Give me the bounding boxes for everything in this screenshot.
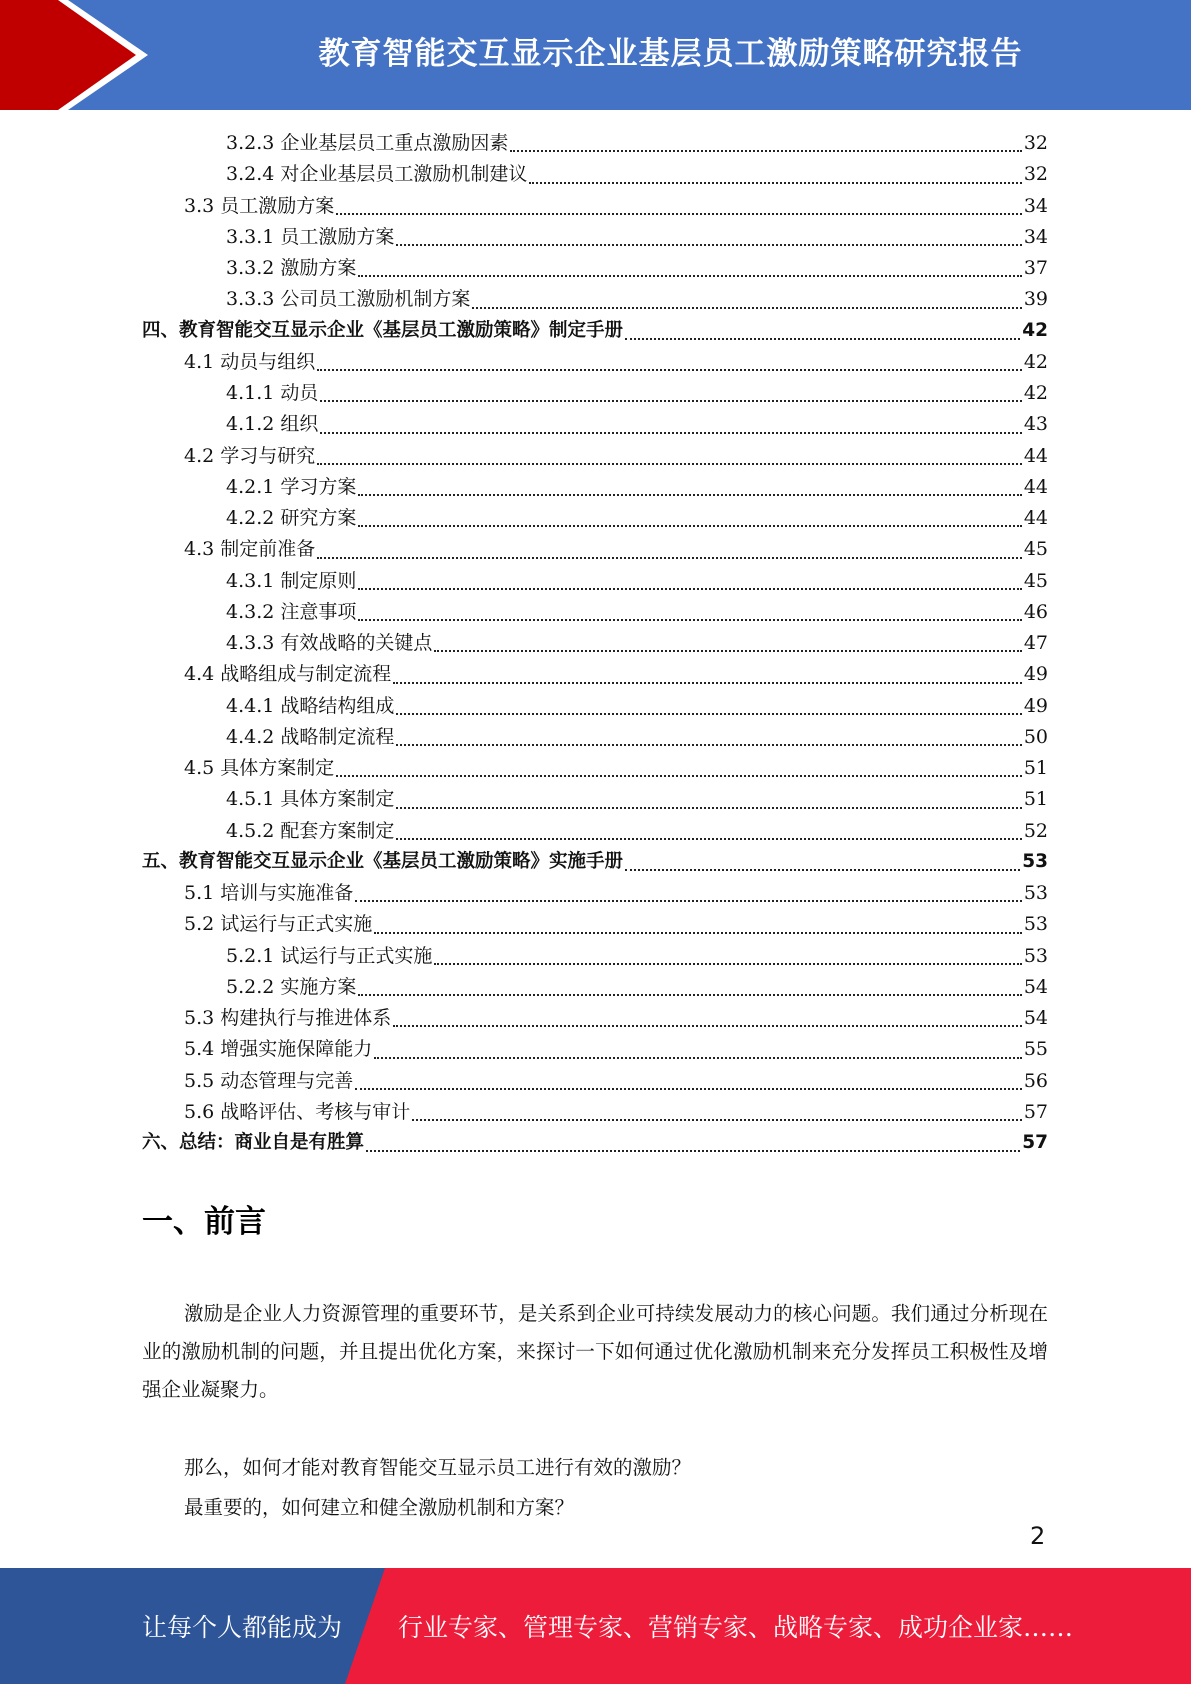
toc-entry[interactable] bbox=[142, 659, 1048, 690]
toc-entry[interactable] bbox=[142, 222, 1048, 253]
toc-entry-title: 有效战略的关键点 bbox=[280, 632, 433, 655]
toc-entry[interactable] bbox=[142, 1097, 1048, 1128]
toc-entry-page: 43 bbox=[1023, 413, 1048, 436]
toc-entry[interactable] bbox=[142, 191, 1048, 222]
toc-dot-leader bbox=[317, 557, 1022, 559]
toc-dot-leader bbox=[336, 775, 1022, 777]
toc-entry-page: 34 bbox=[1023, 225, 1048, 248]
toc-dot-leader bbox=[355, 900, 1022, 902]
toc-entry[interactable] bbox=[142, 284, 1048, 315]
toc-entry-number: 5.2.2 bbox=[226, 975, 275, 998]
toc-entry-number: 5.4 bbox=[184, 1038, 215, 1061]
toc-entry-page: 55 bbox=[1023, 1038, 1048, 1061]
toc-entry-title: 战略组成与制定流程 bbox=[220, 663, 392, 686]
toc-entry[interactable] bbox=[142, 378, 1048, 409]
toc-entry-number: 3.3.1 bbox=[226, 225, 275, 248]
section-heading: 一、前言 bbox=[142, 1204, 266, 1240]
toc-entry-number: 五、 bbox=[142, 851, 180, 873]
toc-entry-title: 具体方案制定 bbox=[280, 788, 395, 811]
toc-entry[interactable] bbox=[142, 722, 1048, 753]
toc-entry[interactable] bbox=[142, 253, 1048, 284]
toc-entry-number: 4.5.2 bbox=[226, 819, 275, 842]
toc-entry[interactable] bbox=[142, 566, 1048, 597]
toc-entry-number: 四、 bbox=[142, 319, 180, 341]
toc-entry-page: 57 bbox=[1022, 1132, 1048, 1154]
toc-entry-title: 配套方案制定 bbox=[280, 819, 395, 842]
toc-dot-leader bbox=[320, 432, 1021, 434]
toc-entry[interactable] bbox=[142, 784, 1048, 815]
toc-dot-leader bbox=[366, 1150, 1020, 1152]
toc-entry-number: 4.4 bbox=[184, 663, 215, 686]
toc-entry-title: 实施方案 bbox=[280, 975, 357, 998]
toc-entry-page: 42 bbox=[1023, 350, 1048, 373]
toc-dot-leader bbox=[396, 713, 1021, 715]
toc-entry-page: 37 bbox=[1023, 257, 1048, 280]
toc-entry-title: 动员与组织 bbox=[220, 350, 316, 373]
toc-dot-leader bbox=[434, 963, 1021, 965]
toc-entry-number: 4.3.3 bbox=[226, 632, 275, 655]
toc-dot-leader bbox=[510, 150, 1021, 152]
toc-entry-title: 具体方案制定 bbox=[220, 757, 335, 780]
toc-entry-title: 教育智能交互显示企业《基层员工激励策略》实施手册 bbox=[179, 851, 624, 873]
question-line: 那么，如何才能对教育智能交互显示员工进行有效的激励？ bbox=[184, 1456, 692, 1479]
toc-entry-page: 57 bbox=[1023, 1100, 1048, 1123]
toc-entry-number: 3.3.2 bbox=[226, 257, 275, 280]
toc-entry[interactable] bbox=[142, 753, 1048, 784]
toc-entry-number: 4.3.1 bbox=[226, 569, 275, 592]
toc-entry-number: 3.2.3 bbox=[226, 132, 275, 155]
toc-entry-number: 3.3.3 bbox=[226, 288, 275, 311]
toc-entry[interactable] bbox=[142, 1003, 1048, 1034]
toc-entry-title: 企业基层员工重点激励因素 bbox=[280, 132, 509, 155]
page-number: 2 bbox=[1030, 1522, 1046, 1550]
footer-slogan-right: 行业专家、管理专家、营销专家、战略专家、成功企业家…… bbox=[398, 1613, 1074, 1642]
toc-entry-page: 45 bbox=[1023, 569, 1048, 592]
toc-entry[interactable] bbox=[142, 1128, 1048, 1159]
header-bar bbox=[0, 0, 1191, 110]
toc-entry-page: 52 bbox=[1023, 819, 1048, 842]
toc-entry-number: 4.2.2 bbox=[226, 507, 275, 530]
toc-entry[interactable] bbox=[142, 816, 1048, 847]
toc-entry[interactable] bbox=[142, 1034, 1048, 1065]
toc-entry-page: 50 bbox=[1023, 725, 1048, 748]
toc-entry-number: 4.5.1 bbox=[226, 788, 275, 811]
toc-dot-leader bbox=[358, 994, 1021, 996]
toc-dot-leader bbox=[472, 307, 1021, 309]
toc-entry-page: 49 bbox=[1023, 694, 1048, 717]
toc-entry-title: 员工激励方案 bbox=[220, 194, 335, 217]
toc-entry-title: 动态管理与完善 bbox=[220, 1069, 354, 1092]
toc-entry-title: 构建执行与推进体系 bbox=[220, 1007, 392, 1030]
toc-dot-leader bbox=[358, 275, 1021, 277]
toc-entry[interactable] bbox=[142, 472, 1048, 503]
toc-entry-number: 4.4.1 bbox=[226, 694, 275, 717]
toc-entry[interactable] bbox=[142, 409, 1048, 440]
toc-entry-page: 47 bbox=[1023, 632, 1048, 655]
red-arrow-icon bbox=[0, 0, 160, 110]
toc-entry[interactable] bbox=[142, 847, 1048, 878]
toc-entry[interactable] bbox=[142, 503, 1048, 534]
toc-entry-page: 56 bbox=[1023, 1069, 1048, 1092]
toc-entry-page: 54 bbox=[1023, 1007, 1048, 1030]
toc-dot-leader bbox=[396, 244, 1021, 246]
toc-entry-number: 4.2.1 bbox=[226, 475, 275, 498]
toc-entry-page: 42 bbox=[1022, 319, 1048, 341]
toc-dot-leader bbox=[434, 650, 1021, 652]
toc-entry-title: 战略结构组成 bbox=[280, 694, 395, 717]
toc-entry-title: 试运行与正式实施 bbox=[280, 944, 433, 967]
toc-dot-leader bbox=[396, 807, 1021, 809]
toc-dot-leader bbox=[374, 1057, 1022, 1059]
toc-entry-page: 32 bbox=[1023, 163, 1048, 186]
toc-entry-page: 45 bbox=[1023, 538, 1048, 561]
toc-entry[interactable] bbox=[142, 878, 1048, 909]
toc-dot-leader bbox=[358, 619, 1021, 621]
toc-entry-number: 4.1.1 bbox=[226, 382, 275, 405]
toc-entry[interactable] bbox=[142, 691, 1048, 722]
toc-dot-leader bbox=[396, 838, 1021, 840]
toc-entry-title: 制定前准备 bbox=[220, 538, 316, 561]
toc-entry-number: 4.1 bbox=[184, 350, 215, 373]
toc-entry-title: 员工激励方案 bbox=[280, 225, 395, 248]
toc-entry[interactable] bbox=[142, 941, 1048, 972]
toc-entry-page: 53 bbox=[1023, 944, 1048, 967]
toc-entry-page: 44 bbox=[1023, 475, 1048, 498]
toc-entry-title: 组织 bbox=[280, 413, 319, 436]
toc-entry[interactable] bbox=[142, 347, 1048, 378]
toc-entry-title: 总结：商业自是有胜算 bbox=[179, 1132, 365, 1154]
toc-dot-leader bbox=[625, 869, 1020, 871]
toc-dot-leader bbox=[317, 369, 1022, 371]
toc-entry[interactable] bbox=[142, 128, 1048, 159]
toc-entry-page: 39 bbox=[1023, 288, 1048, 311]
toc-entry-page: 46 bbox=[1023, 600, 1048, 623]
toc-entry-title: 增强实施保障能力 bbox=[220, 1038, 373, 1061]
toc-entry[interactable] bbox=[142, 972, 1048, 1003]
toc-entry-page: 49 bbox=[1023, 663, 1048, 686]
toc-entry-title: 对企业基层员工激励机制建议 bbox=[280, 163, 528, 186]
toc-entry-number: 4.3 bbox=[184, 538, 215, 561]
toc-dot-leader bbox=[336, 213, 1022, 215]
toc-entry[interactable] bbox=[142, 159, 1048, 190]
toc-dot-leader bbox=[412, 1119, 1022, 1121]
toc-entry-page: 44 bbox=[1023, 444, 1048, 467]
toc-entry-number: 4.2 bbox=[184, 444, 215, 467]
toc-entry-page: 42 bbox=[1023, 382, 1048, 405]
toc-entry-page: 54 bbox=[1023, 975, 1048, 998]
report-title: 教育智能交互显示企业基层员工激励策略研究报告 bbox=[318, 35, 1023, 72]
footer-banner bbox=[0, 1568, 1191, 1684]
toc-entry-number: 4.1.2 bbox=[226, 413, 275, 436]
toc-entry-number: 六、 bbox=[142, 1132, 180, 1154]
toc-entry[interactable] bbox=[142, 316, 1048, 347]
toc-dot-leader bbox=[355, 1088, 1022, 1090]
toc-entry-number: 5.2.1 bbox=[226, 944, 275, 967]
toc-entry-number: 3.3 bbox=[184, 194, 215, 217]
toc-entry[interactable] bbox=[142, 909, 1048, 940]
toc-entry-title: 公司员工激励机制方案 bbox=[280, 288, 471, 311]
toc-entry[interactable] bbox=[142, 628, 1048, 659]
toc-dot-leader bbox=[317, 463, 1022, 465]
toc-entry-title: 注意事项 bbox=[280, 600, 357, 623]
toc-dot-leader bbox=[358, 588, 1021, 590]
toc-dot-leader bbox=[358, 494, 1021, 496]
toc-entry[interactable] bbox=[142, 1066, 1048, 1097]
toc-entry-title: 学习与研究 bbox=[220, 444, 316, 467]
toc-entry-title: 动员 bbox=[280, 382, 319, 405]
toc-entry-page: 44 bbox=[1023, 507, 1048, 530]
toc-entry-number: 4.3.2 bbox=[226, 600, 275, 623]
toc-entry-title: 研究方案 bbox=[280, 507, 357, 530]
toc-entry-page: 53 bbox=[1022, 851, 1048, 873]
toc-dot-leader bbox=[393, 682, 1022, 684]
toc-entry-number: 5.5 bbox=[184, 1069, 215, 1092]
toc-entry-title: 试运行与正式实施 bbox=[220, 913, 373, 936]
toc-entry-title: 战略制定流程 bbox=[280, 725, 395, 748]
toc-entry-title: 制定原则 bbox=[280, 569, 357, 592]
toc-dot-leader bbox=[625, 338, 1020, 340]
toc-dot-leader bbox=[529, 182, 1021, 184]
toc-entry-number: 4.4.2 bbox=[226, 725, 275, 748]
toc-entry-number: 5.3 bbox=[184, 1007, 215, 1030]
toc-entry-title: 培训与实施准备 bbox=[220, 882, 354, 905]
intro-paragraph: 激励是企业人力资源管理的重要环节，是关系到企业可持续发展动力的核心问题。我们通过分析现在业的激励机制的问题，并且提出优化方案，来探讨一下如何通过优化激励机制来充分发挥员工积极性及增强企业凝聚力。 bbox=[142, 1302, 1048, 1401]
toc-entry-number: 5.2 bbox=[184, 913, 215, 936]
toc-entry-title: 战略评估、考核与审计 bbox=[220, 1100, 411, 1123]
toc-entry-page: 53 bbox=[1023, 913, 1048, 936]
question-line: 最重要的，如何建立和健全激励机制和方案？ bbox=[184, 1496, 575, 1519]
toc-dot-leader bbox=[396, 744, 1021, 746]
toc-entry-page: 51 bbox=[1023, 757, 1048, 780]
toc-entry[interactable] bbox=[142, 597, 1048, 628]
toc-entry-page: 34 bbox=[1023, 194, 1048, 217]
toc-entry-number: 5.6 bbox=[184, 1100, 215, 1123]
toc-entry-page: 32 bbox=[1023, 132, 1048, 155]
toc-entry-page: 53 bbox=[1023, 882, 1048, 905]
toc-entry-number: 4.5 bbox=[184, 757, 215, 780]
toc-entry[interactable] bbox=[142, 534, 1048, 565]
table-of-contents bbox=[142, 128, 1048, 1159]
toc-dot-leader bbox=[393, 1025, 1022, 1027]
toc-entry[interactable] bbox=[142, 441, 1048, 472]
toc-entry-title: 激励方案 bbox=[280, 257, 357, 280]
toc-dot-leader bbox=[374, 932, 1022, 934]
toc-dot-leader bbox=[320, 400, 1021, 402]
toc-entry-page: 51 bbox=[1023, 788, 1048, 811]
toc-entry-title: 学习方案 bbox=[280, 475, 357, 498]
footer-slogan-left: 让每个人都能成为 bbox=[142, 1613, 343, 1642]
toc-entry-number: 5.1 bbox=[184, 882, 215, 905]
toc-entry-number: 3.2.4 bbox=[226, 163, 275, 186]
toc-dot-leader bbox=[358, 525, 1021, 527]
toc-entry-title: 教育智能交互显示企业《基层员工激励策略》制定手册 bbox=[179, 319, 624, 341]
